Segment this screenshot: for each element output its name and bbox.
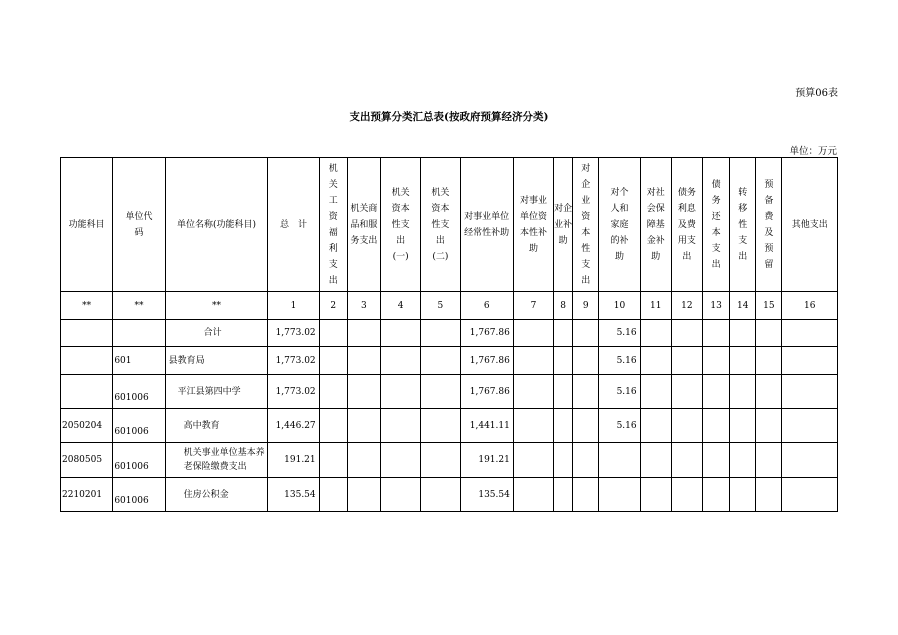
table-row [61,443,838,478]
col10-cell: 5.16 [599,409,640,443]
col6-cell: 1,767.86 [460,320,513,347]
func-code-cell: 2050204 [61,409,113,443]
index-cell: 2 [319,292,347,320]
col6-cell: 191.21 [460,443,513,478]
unit-code-cell: 601006 [113,375,165,409]
unit-code-cell: 601 [113,347,165,375]
header-cell: 债务还本支出 [702,158,729,292]
header-cell: 对个人和家庭的补助 [599,158,640,292]
header-cell: 总 计 [268,158,319,292]
col6-cell: 1,767.86 [460,347,513,375]
form-number: 预算06表 [795,88,838,99]
index-cell: 12 [671,292,702,320]
index-cell: 7 [513,292,553,320]
func-code-cell: 2080505 [61,443,113,478]
unit-code-cell: 601006 [113,478,165,512]
header-cell: 机关资本性支出(二) [421,158,460,292]
index-cell: 15 [756,292,782,320]
header-cell: 机关资本性支出(一) [381,158,421,292]
col10-cell: 5.16 [599,347,640,375]
table-row [61,320,838,347]
unit-code-cell: 601006 [113,443,165,478]
header-cell: 功能科目 [61,158,113,292]
col10-cell: 5.16 [599,320,640,347]
index-cell: 4 [381,292,421,320]
header-cell: 单位代码 [113,158,165,292]
index-cell: 1 [268,292,319,320]
func-code-cell: 2210201 [61,478,113,512]
total-cell: 1,446.27 [268,409,319,443]
col10-cell: 5.16 [599,375,640,409]
index-cell: 9 [573,292,599,320]
index-cell: 14 [730,292,756,320]
col6-cell: 135.54 [460,478,513,512]
col6-cell: 1,441.11 [460,409,513,443]
header-cell: 对企业补助 [554,158,573,292]
index-cell: 8 [554,292,573,320]
index-cell: ** [165,292,268,320]
unit-name-cell: 住房公积金 [165,478,268,512]
unit-name-cell: 合计 [165,320,268,347]
unit-name-cell: 平江县第四中学 [165,375,268,409]
header-cell: 对事业单位经常性补助 [460,158,513,292]
header-cell: 对事业单位资本性补助 [513,158,553,292]
header-cell: 预备费及预留 [756,158,782,292]
func-code-cell [61,320,113,347]
table-row [61,375,838,409]
header-cell: 单位名称(功能科目) [165,158,268,292]
table-row [61,478,838,512]
col10-cell [599,478,640,512]
col6-cell: 1,767.86 [460,375,513,409]
total-cell: 191.21 [268,443,319,478]
index-cell: 13 [702,292,729,320]
func-code-cell [61,375,113,409]
header-cell: 机关工资福利支出 [319,158,347,292]
index-cell: 5 [421,292,460,320]
header-cell: 对企业资本性支出 [573,158,599,292]
index-cell: 11 [640,292,671,320]
unit-label: 单位：万元 [789,146,837,157]
func-code-cell [61,347,113,375]
header-cell: 机关商品和服务支出 [347,158,380,292]
total-cell: 1,773.02 [268,375,319,409]
total-cell: 1,773.02 [268,320,319,347]
header-cell: 其他支出 [782,158,838,292]
index-cell: ** [113,292,165,320]
budget-table [60,157,838,512]
header-cell: 债务利息及费用支出 [671,158,702,292]
total-cell: 1,773.02 [268,347,319,375]
unit-name-cell: 县教育局 [165,347,268,375]
unit-name-cell: 高中教育 [165,409,268,443]
unit-name-cell: 机关事业单位基本养老保险缴费支出 [165,443,268,478]
header-cell: 对社会保障基金补助 [640,158,671,292]
header-cell: 转移性支出 [730,158,756,292]
total-cell: 135.54 [268,478,319,512]
unit-code-cell [113,320,165,347]
table-row [61,347,838,375]
header-row [61,158,838,292]
page-title: 支出预算分类汇总表(按政府预算经济分类) [349,111,549,123]
index-cell: ** [61,292,113,320]
index-cell: 3 [347,292,380,320]
index-cell: 16 [782,292,838,320]
index-cell: 10 [599,292,640,320]
unit-code-cell: 601006 [113,409,165,443]
index-cell: 6 [460,292,513,320]
table-row [61,409,838,443]
index-row [61,292,838,320]
col10-cell [599,443,640,478]
